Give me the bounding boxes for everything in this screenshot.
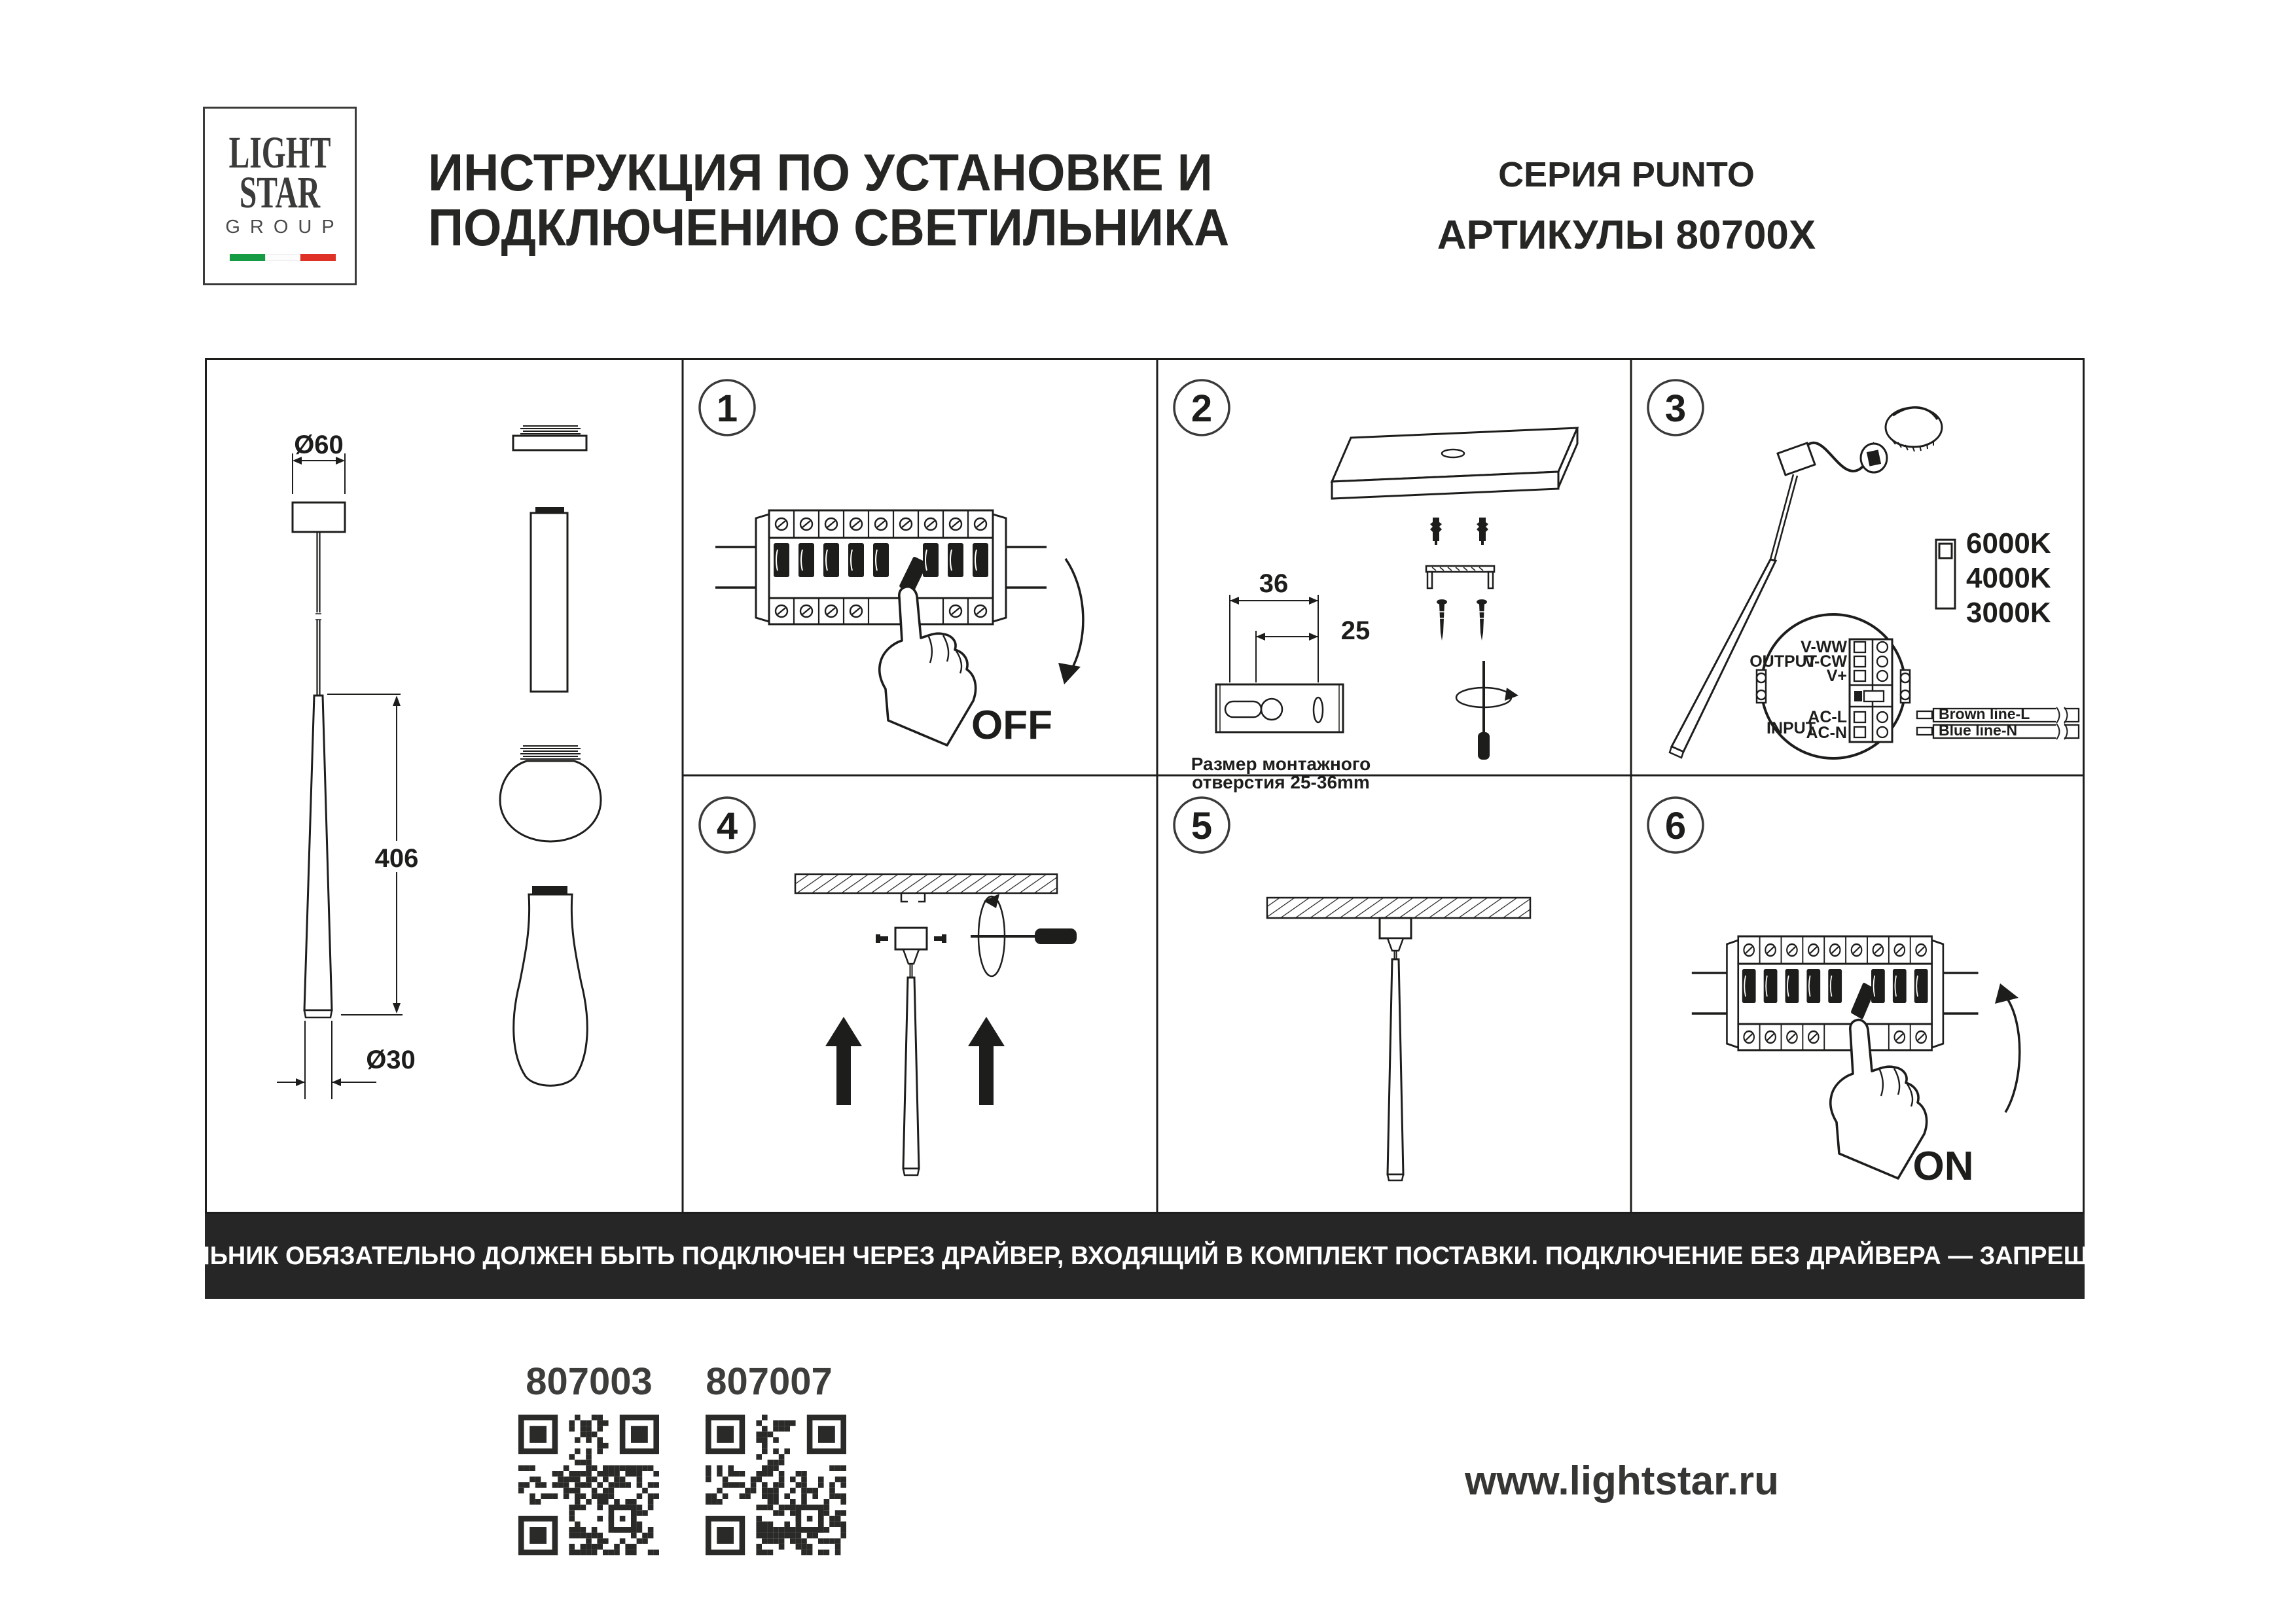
page-title-line1: ИНСТРУКЦИЯ ПО УСТАНОВКЕ И bbox=[428, 143, 1213, 202]
rotate-down-arrow bbox=[1066, 559, 1083, 672]
panel-lamp-dimensions bbox=[205, 358, 683, 1214]
temp-4000k: 4000K bbox=[1966, 562, 2051, 594]
lamp-parts bbox=[500, 426, 601, 1086]
article-number-1: 807003 bbox=[526, 1360, 653, 1403]
up-arrow-icon bbox=[968, 1017, 1005, 1105]
wire-brown-label: Brown line-L bbox=[1939, 705, 2030, 722]
panel-step-5 bbox=[1157, 775, 1631, 1214]
mounting-hole-drawing bbox=[1216, 569, 1370, 732]
warning-bar bbox=[107, 1214, 2183, 1299]
screwdriver-icon bbox=[1456, 661, 1518, 760]
mains-wires bbox=[1917, 705, 2079, 739]
dim-diameter-bottom: Ø30 bbox=[366, 1046, 416, 1074]
article-number-2: 807007 bbox=[706, 1360, 833, 1403]
screwdriver-icon bbox=[971, 894, 1077, 976]
ceiling-plate-icon bbox=[1332, 428, 1577, 499]
panel-step-1 bbox=[683, 358, 1157, 775]
pin-acl: AC-L bbox=[1808, 708, 1847, 726]
logo-light: LIGHT bbox=[228, 128, 331, 178]
website-url: www.lightstar.ru bbox=[1465, 1458, 1779, 1504]
step-number: 6 bbox=[1664, 805, 1687, 847]
off-label: OFF bbox=[971, 703, 1052, 748]
input-label: INPUT bbox=[1767, 719, 1816, 737]
logo-star: STAR bbox=[239, 168, 321, 218]
pin-vww: V-WW bbox=[1801, 638, 1847, 656]
breaker-panel-icon bbox=[1692, 936, 1979, 1050]
qr-code-807007 bbox=[706, 1415, 846, 1555]
dim-height: 406 bbox=[374, 844, 419, 873]
italy-flag-icon bbox=[230, 254, 336, 261]
articles-code: АРТИКУЛЫ 80700X bbox=[1437, 213, 1816, 258]
pendant-icon bbox=[895, 928, 927, 1175]
driver-diagram bbox=[1749, 614, 2079, 758]
series-name: СЕРИЯ PUNTO bbox=[1498, 155, 1755, 194]
ceiling-icon bbox=[795, 874, 1057, 893]
step-number: 5 bbox=[1191, 805, 1213, 847]
pin-vplus: V+ bbox=[1826, 667, 1847, 685]
panel-step-3 bbox=[1631, 358, 2085, 775]
dowels-icon bbox=[1430, 518, 1488, 545]
pin-acn: AC-N bbox=[1806, 724, 1847, 742]
temp-3000k: 3000K bbox=[1966, 597, 2051, 629]
step-number: 2 bbox=[1191, 387, 1213, 430]
page-title-line2: ПОДКЛЮЧЕНИЮ СВЕТИЛЬНИКА bbox=[428, 198, 1230, 256]
dim-diameter-top: Ø60 bbox=[294, 431, 344, 459]
color-temp-selector bbox=[1936, 527, 2051, 629]
warning-text: СВЕТИЛЬНИК ОБЯЗАТЕЛЬНО ДОЛЖЕН БЫТЬ ПОДКЛЮЧЕН ЧЕРЕЗ ДРАЙВЕР, ВХОДЯЩИЙ В КОМПЛЕКТ ПОСТАВКИ. ПОДКЛЮЧЕНИЕ БЕЗ ДРАЙВЕРА — ЗАПРЕЩАЕТСЯ! bbox=[107, 1242, 2183, 1270]
rotate-up-arrow bbox=[2005, 996, 2020, 1112]
dim-36: 36 bbox=[1259, 569, 1289, 598]
mounting-bracket-icon bbox=[1426, 566, 1494, 588]
dim-25: 25 bbox=[1340, 616, 1371, 645]
up-arrow-icon bbox=[825, 1017, 862, 1105]
wire-blue-label: Blue line-N bbox=[1939, 722, 2018, 739]
temp-6000k: 6000K bbox=[1966, 527, 2051, 559]
qr-code-807003 bbox=[518, 1415, 659, 1555]
panel-step-6 bbox=[1631, 775, 2085, 1214]
panel-step-4 bbox=[683, 775, 1157, 1214]
lightstar-logo bbox=[203, 107, 357, 285]
screws-icon bbox=[1437, 599, 1487, 641]
hole-size-caption-2: отверстия 25-36mm bbox=[1192, 772, 1370, 792]
step-number: 1 bbox=[716, 387, 738, 430]
step-number: 3 bbox=[1664, 387, 1687, 430]
step-number: 4 bbox=[716, 805, 738, 847]
installed-pendant-icon bbox=[1380, 918, 1411, 1180]
on-label: ON bbox=[1912, 1144, 1974, 1189]
hole-size-caption-1: Размер монтажного bbox=[1191, 754, 1371, 774]
output-label: OUTPUT bbox=[1749, 652, 1817, 671]
panel-step-2 bbox=[1157, 358, 1631, 792]
pin-vcw: V-CW bbox=[1804, 652, 1847, 671]
logo-group: GROUP bbox=[225, 217, 344, 238]
ceiling-icon bbox=[1267, 898, 1530, 918]
breaker-panel-icon bbox=[715, 510, 1047, 624]
